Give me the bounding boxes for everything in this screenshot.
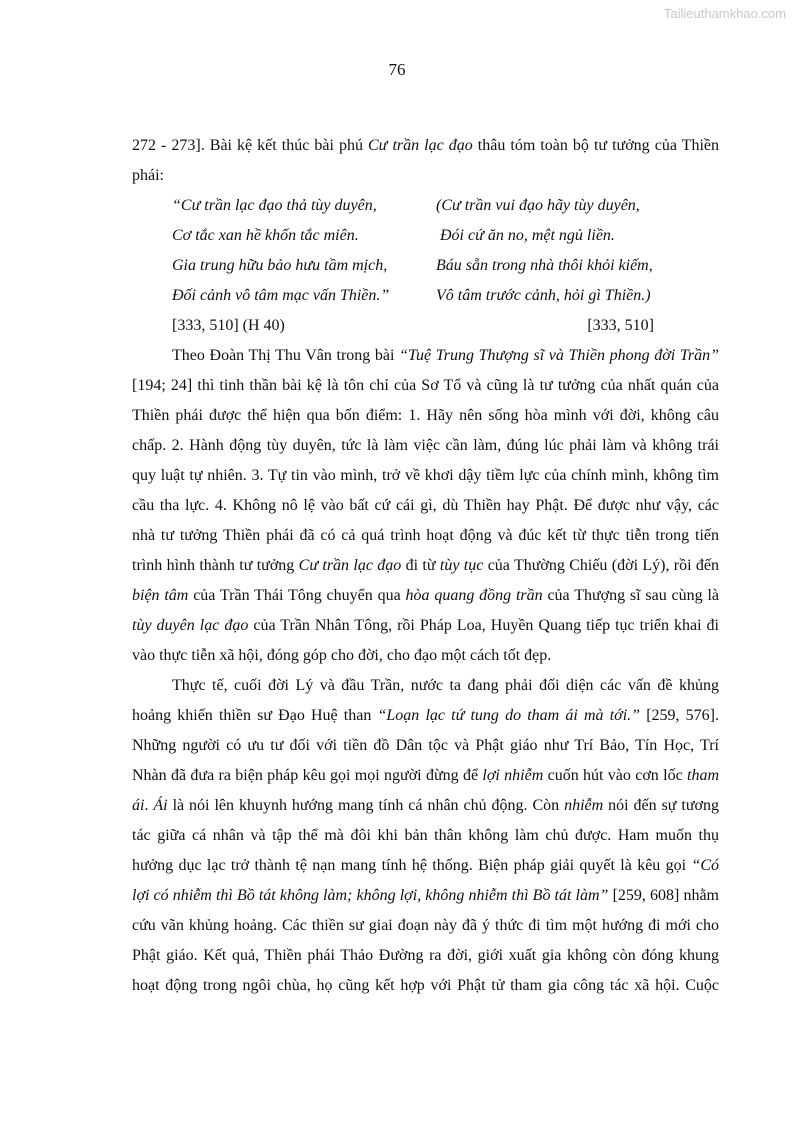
poem-translation-line: Đói cứ ăn no, mệt ngủ liền. <box>436 227 615 244</box>
document-body <box>132 131 719 1001</box>
text-line: Những người có ưu tư đối với tiền đồ Dân tộc và Phật giáo như Trí Bảo, Tín Học, Trí <box>132 737 719 754</box>
poem-row <box>132 221 719 251</box>
text-line: tùy duyên lạc đạo của Trần Nhân Tông, rồi Pháp Loa, Huyền Quang tiếp tục triển khai đi <box>132 617 719 634</box>
text-line: Phật giáo. Kết quả, Thiền phái Thảo Đường ra đời, giới xuất gia không còn đóng khung <box>132 947 719 964</box>
paragraph <box>132 341 719 671</box>
poem-original-line: Cơ tắc xan hề khốn tắc miên. <box>172 227 359 244</box>
text-line: quy luật tự nhiên. 3. Tự tin vào mình, trở về khơi dậy tiềm lực của chính mình, không tìm <box>132 467 719 484</box>
text-line: hoạt động trong ngôi chùa, họ cũng kết hợp với Phật tử tham gia công tác xã hội. Cuộc <box>132 977 719 994</box>
text-line: tác giữa cá nhân và tập thể mà đôi khi bản thân không làm chủ được. Ham muốn thụ <box>132 827 719 844</box>
text-line: Theo Đoàn Thị Thu Vân trong bài “Tuệ Trung Thượng sĩ và Thiền phong đời Trần” <box>172 347 719 364</box>
text-line: 272 - 273]. Bài kệ kết thúc bài phú Cư trần lạc đạo thâu tóm toàn bộ tư tưởng của Thiền <box>132 137 719 154</box>
citation-right: [333, 510] <box>587 317 654 334</box>
poem-block <box>132 191 719 341</box>
text-line: vào thực tiễn xã hội, đóng góp cho đời, cho đạo một cách tốt đẹp. <box>132 647 552 664</box>
text-line: chấp. 2. Hành động tùy duyên, tức là làm việc cần làm, đúng lúc phải làm và không trái <box>132 437 719 454</box>
poem-translation-line: Báu sẵn trong nhà thôi khỏi kiếm, <box>436 257 653 274</box>
poem-original-line: Gia trung hữu bảo hưu tầm mịch, <box>172 257 388 274</box>
text-line: nhà tư tưởng Thiền phái đã có cả quá trình hoạt động và đúc kết từ thực tiễn trong tiến <box>132 527 719 544</box>
text-line: phái: <box>132 167 164 184</box>
poem-translation-line: Vô tâm trước cảnh, hỏi gì Thiền.) <box>436 287 651 304</box>
text-line: Thực tế, cuối đời Lý và đầu Trần, nước ta đang phải đối diện các vấn đề khủng <box>172 677 719 694</box>
text-line: biện tâm của Trần Thái Tông chuyển qua hòa quang đồng trần của Thượng sĩ sau cùng là <box>132 587 719 604</box>
text-line: hoảng khiến thiền sư Đạo Huệ than “Loạn lạc tứ tung do tham ái mà tới.” [259, 576]. <box>132 707 719 724</box>
poem-translation-line: (Cư trần vui đạo hãy tùy duyên, <box>436 197 640 214</box>
text-line: ái. Ái là nói lên khuynh hướng mang tính cá nhân chủ động. Còn nhiễm nói đến sự tương <box>132 797 719 814</box>
text-line: Thiền phái được thể hiện qua bốn điểm: 1. Hãy nên sống hòa mình với đời, không câu <box>132 407 719 424</box>
poem-row <box>132 191 719 221</box>
poem-original-line: “Cư trần lạc đạo thả tùy duyên, <box>172 197 377 214</box>
poem-original-line: Đối cảnh vô tâm mạc vấn Thiền.” <box>172 287 390 304</box>
text-line: trình hình thành tư tưởng Cư trần lạc đạo đi từ tùy tục của Thường Chiếu (đời Lý), rồi đến <box>132 557 719 574</box>
watermark-text: Tailieuthamkhao.com <box>663 6 786 21</box>
poem-row <box>132 281 719 311</box>
poem-row <box>132 251 719 281</box>
poem-citations <box>132 311 654 341</box>
paragraph <box>132 671 719 1001</box>
text-line: lợi có nhiễm thì Bồ tát không làm; không lợi, không nhiễm thì Bồ tát làm” [259, 608] nhằm <box>132 887 719 904</box>
text-line: hưởng dục lạc trở thành tệ nạn mang tính hệ thống. Biện pháp giải quyết là kêu gọi “Có <box>132 857 719 874</box>
text-line: Nhàn đã đưa ra biện pháp kêu gọi mọi người đừng để lợi nhiễm cuốn hút vào cơn lốc tham <box>132 767 719 784</box>
text-line: cứu vãn khủng hoảng. Các thiền sư giai đoạn này đã ý thức đi tìm một hướng đi mới cho <box>132 917 719 934</box>
text-line: [194; 24] thì tinh thần bài kệ là tôn chỉ của Sơ Tổ và cũng là tư tưởng của nhất quán của <box>132 377 719 394</box>
text-line: cầu tha lực. 4. Không nô lệ vào bất cứ cái gì, dù Thiền hay Phật. Để được như vậy, các <box>132 497 719 514</box>
page-number: 76 <box>388 60 406 79</box>
citation-left: [333, 510] (H 40) <box>172 317 285 334</box>
